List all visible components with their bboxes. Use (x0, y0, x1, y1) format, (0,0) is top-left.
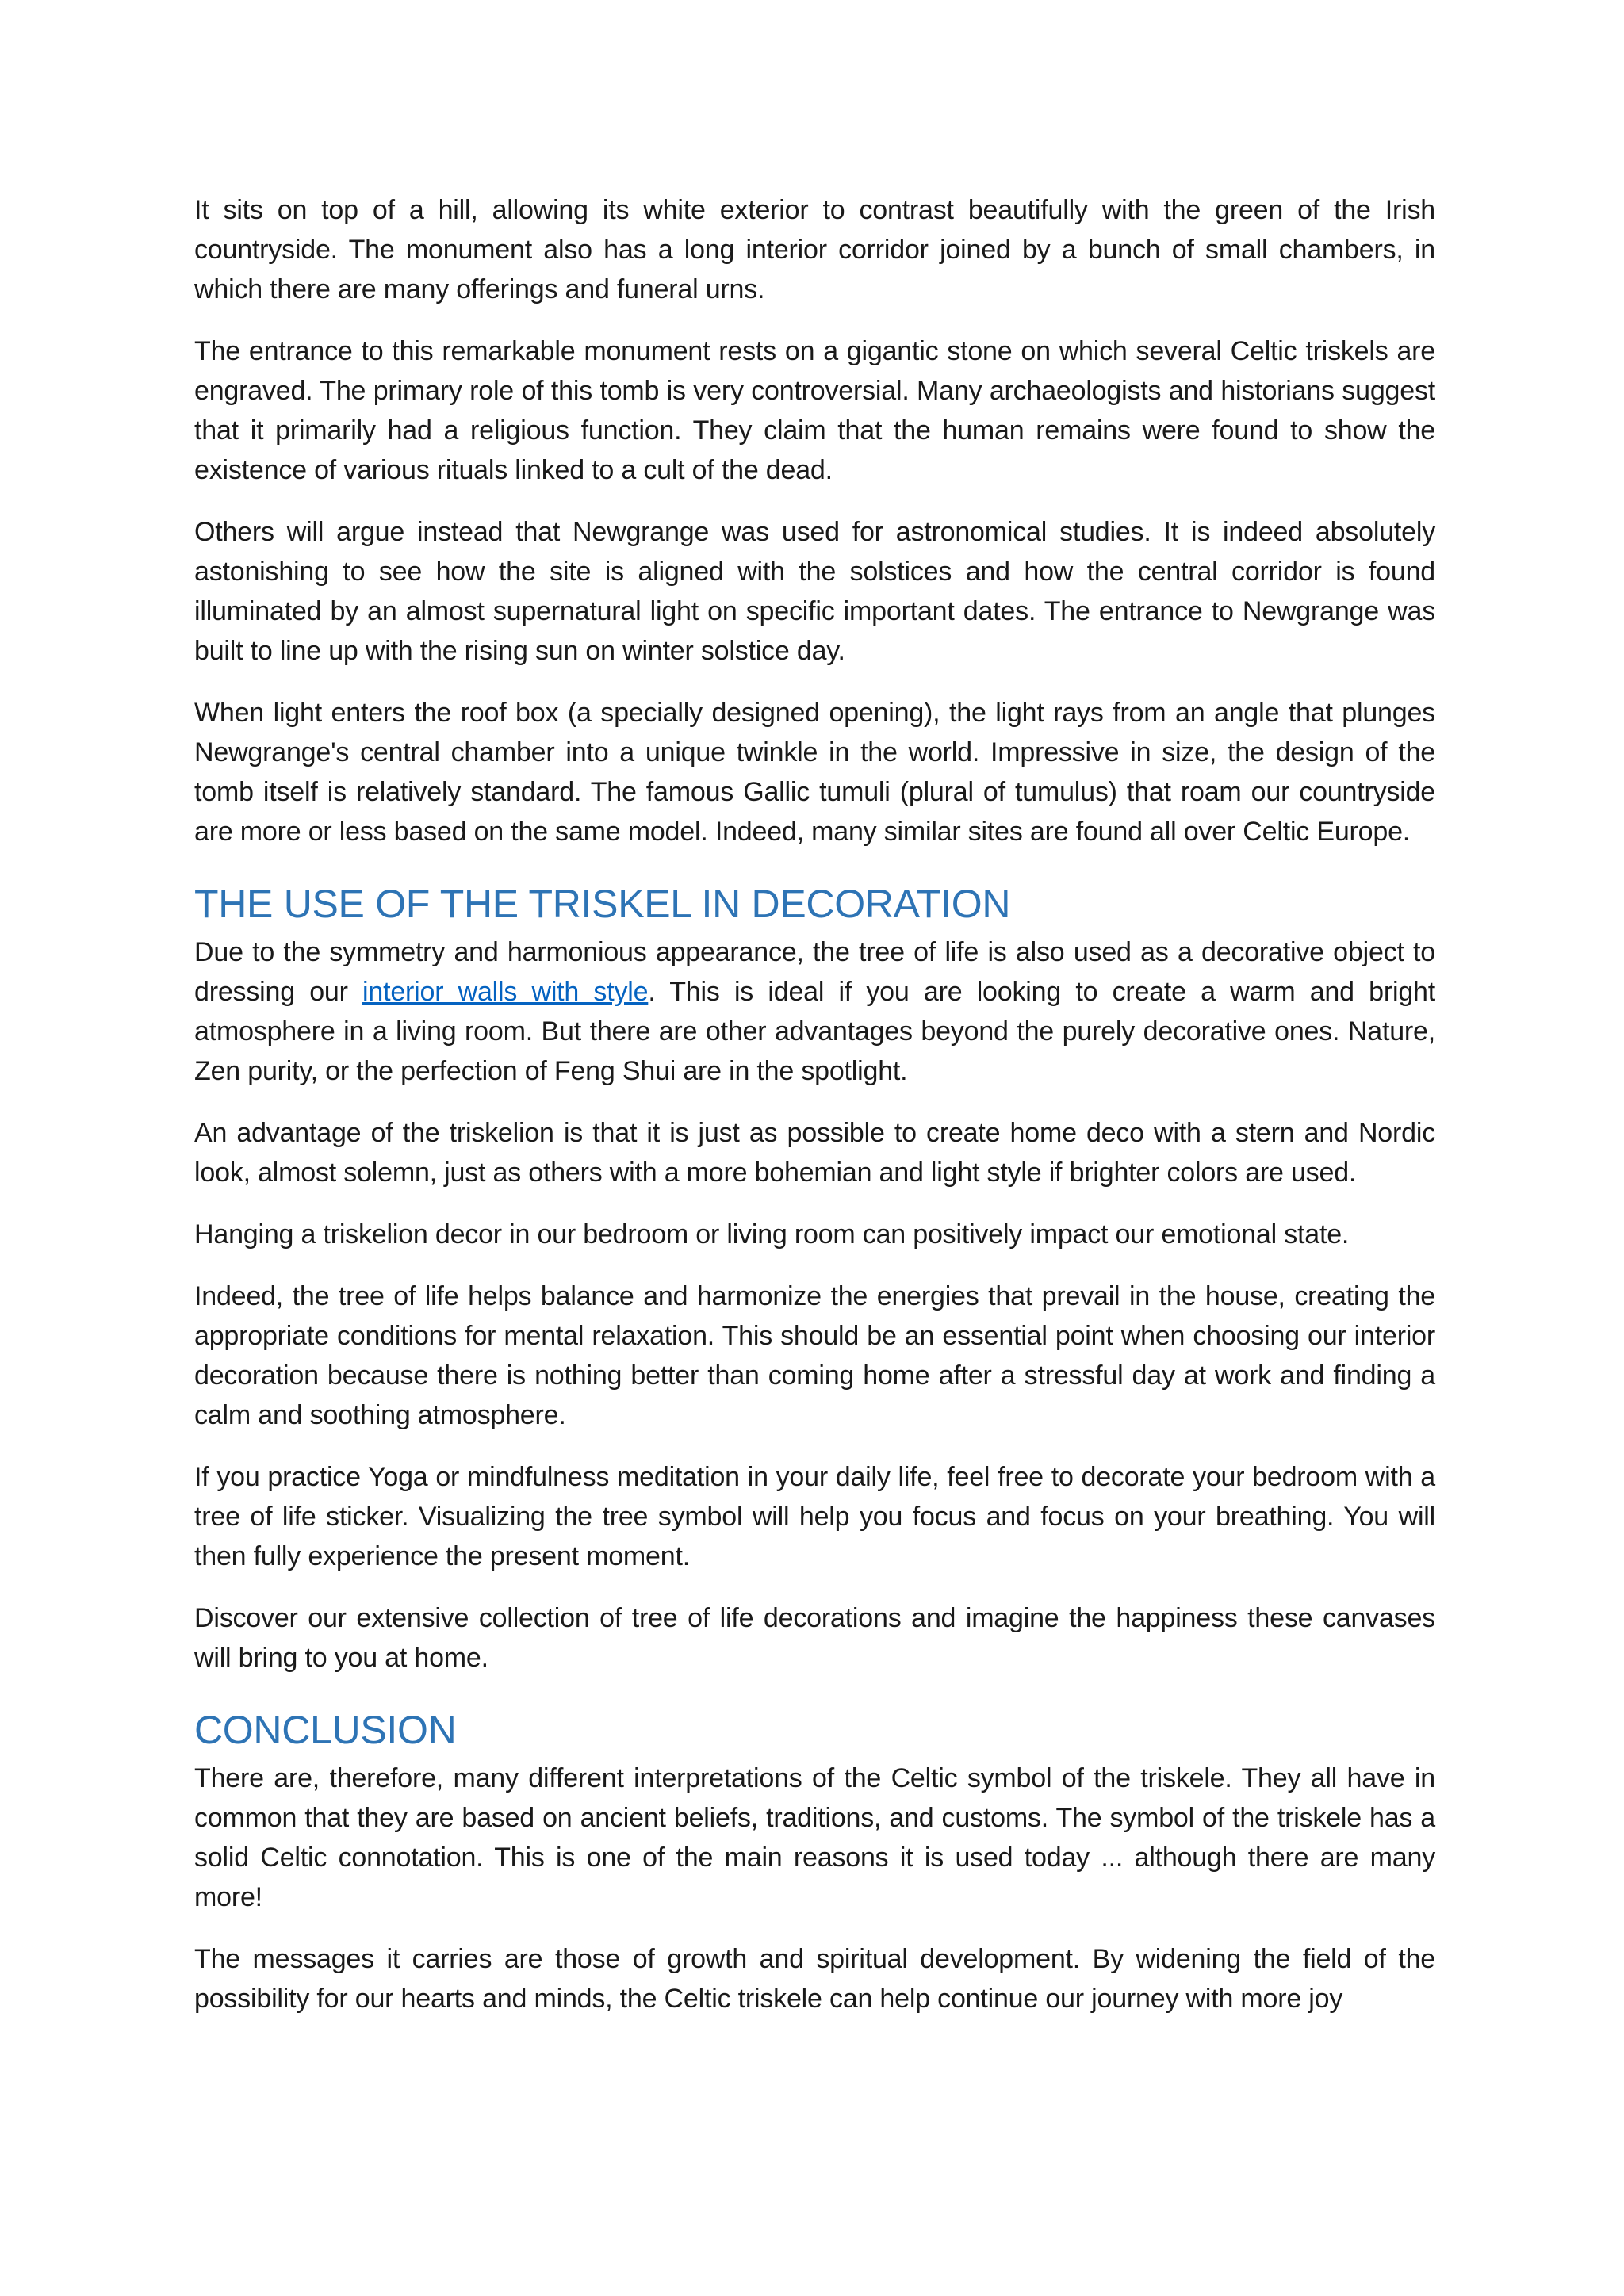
paragraph-text-before-link: Due to the symmetry and harmonious appearance, the tree of life is also used as a decorative object to dressing our (194, 937, 1435, 1007)
body-paragraph: Discover our extensive collection of tree of life decorations and imagine the happiness these canvases will bring to you at home. (194, 1603, 1435, 1673)
body-paragraph: The entrance to this remarkable monument rests on a gigantic stone on which several Celtic triskels are engraved. The primary role of this tomb is very controversial. Many archaeologists and historians suggest that it primarily had a religious function. They claim that the human remains were found to show the existence of various rituals linked to a cult of the dead. (194, 336, 1435, 485)
section-heading-conclusion: CONCLUSION (194, 1708, 457, 1752)
body-paragraph: When light enters the roof box (a specially designed opening), the light rays from an angle that plunges Newgrange's central chamber into a unique twinkle in the world. Impressive in size, the design of the tomb itself is relatively standard. The famous Gallic tumuli (plural of tumulus) that roam our countryside are more or less based on the same model. Indeed, many similar sites are found all over Celtic Europe. (194, 698, 1435, 847)
document-body (194, 190, 1435, 2041)
body-paragraph: Others will argue instead that Newgrange was used for astronomical studies. It is indeed absolutely astonishing to see how the site is aligned with the solstices and how the central corridor is found illuminated by an almost supernatural light on specific important dates. The entrance to Newgrange was built to line up with the rising sun on winter solstice day. (194, 517, 1435, 666)
body-paragraph: Indeed, the tree of life helps balance and harmonize the energies that prevail in the house, creating the appropriate conditions for mental relaxation. This should be an essential point when choosing our interior decoration because there is nothing better than coming home after a stressful day at work and finding a calm and soothing atmosphere. (194, 1281, 1435, 1430)
body-paragraph: Hanging a triskelion decor in our bedroom or living room can positively impact our emotional state. (194, 1219, 1350, 1249)
body-paragraph: If you practice Yoga or mindfulness meditation in your daily life, feel free to decorate your bedroom with a tree of life sticker. Visualizing the tree symbol will help you focus and focus on your breathing. You will then fully experience the present moment. (194, 1462, 1435, 1571)
body-paragraph: There are, therefore, many different interpretations of the Celtic symbol of the triskele. They all have in common that they are based on ancient beliefs, traditions, and customs. The symbol of the triskele has a solid Celtic connotation. This is one of the main reasons it is used today ... although there are many more! (194, 1763, 1435, 1912)
interior-walls-link[interactable]: interior walls with style (362, 977, 649, 1007)
body-paragraph-with-link (194, 932, 1435, 1091)
paragraph-text-after-link: . This is ideal if you are looking to create a warm and bright atmosphere in a living room. But there are other advantages beyond the purely decorative ones. Nature, Zen purity, or the perfection of Feng Shui are in the spotlight. (194, 977, 1435, 1086)
section-heading-decoration: THE USE OF THE TRISKEL IN DECORATION (194, 882, 1011, 926)
body-paragraph: The messages it carries are those of growth and spiritual development. By widening the field of the possibility for our hearts and minds, the Celtic triskele can help continue our journey with more joy (194, 1944, 1435, 2014)
body-paragraph: An advantage of the triskelion is that it is just as possible to create home deco with a stern and Nordic look, almost solemn, just as others with a more bohemian and light style if brighter colors are used. (194, 1118, 1435, 1188)
body-paragraph: It sits on top of a hill, allowing its white exterior to contrast beautifully with the green of the Irish countryside. The monument also has a long interior corridor joined by a bunch of small chambers, in which there are many offerings and funeral urns. (194, 195, 1435, 304)
